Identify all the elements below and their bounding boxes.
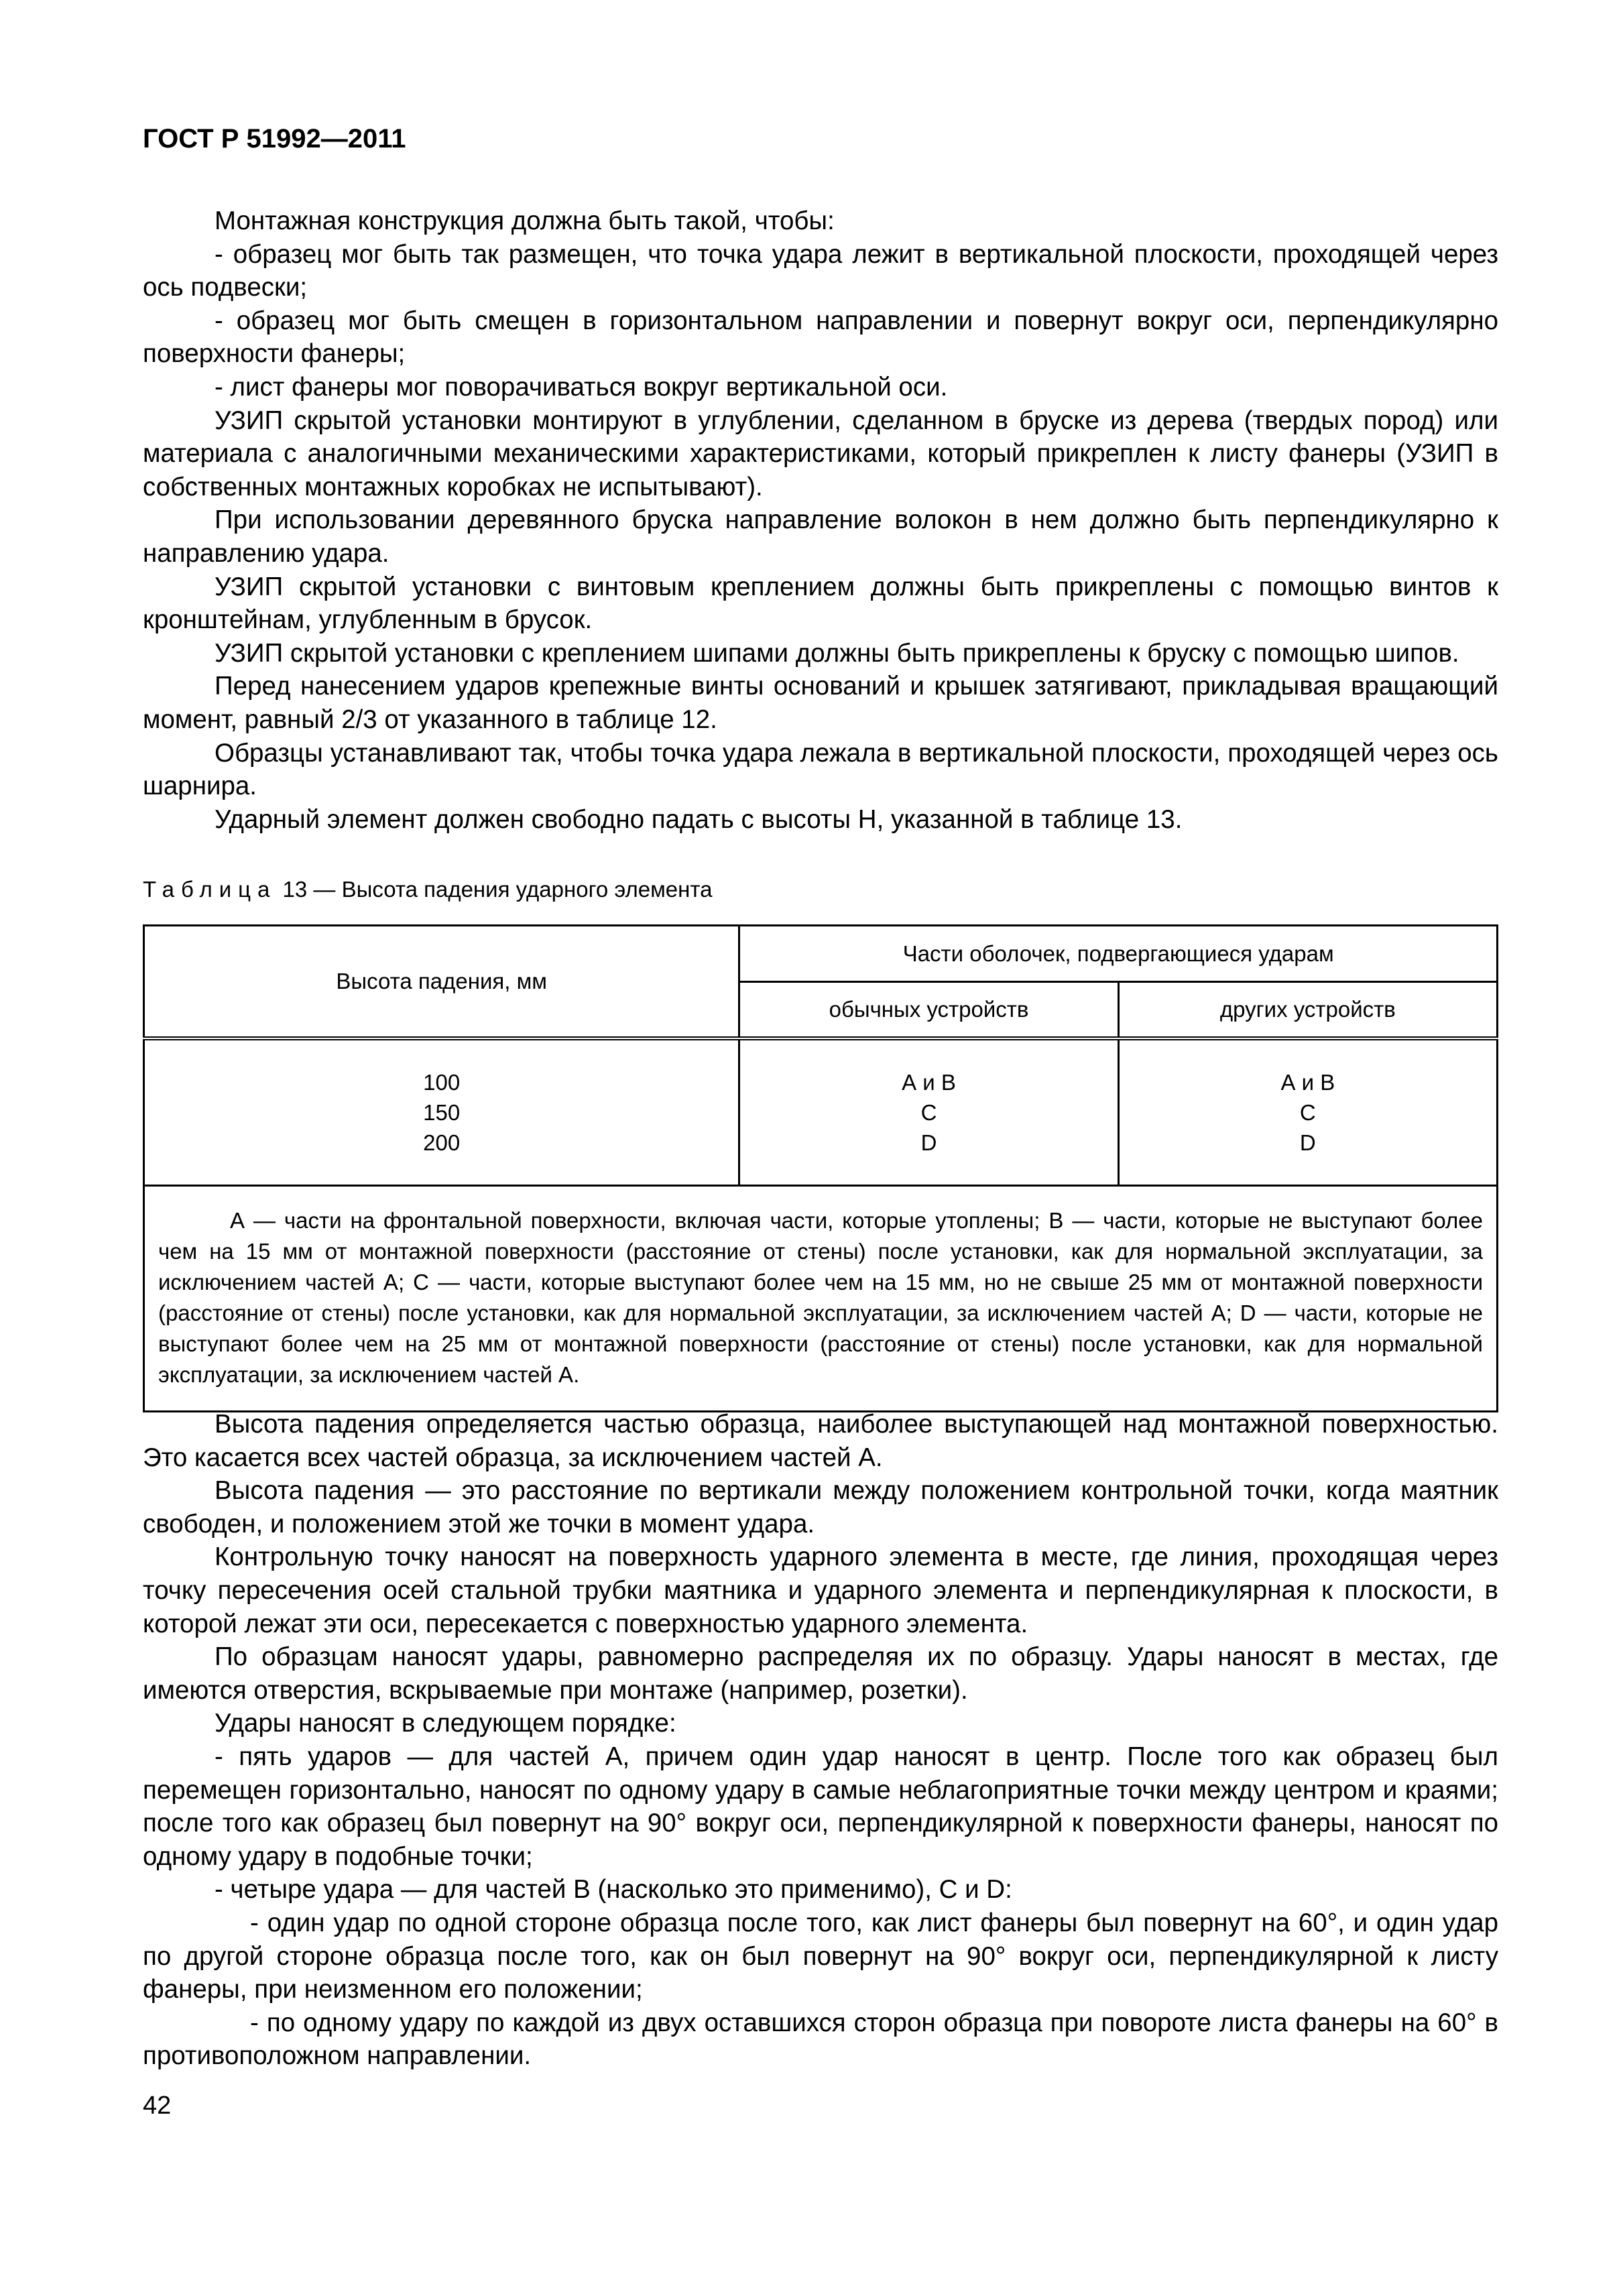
paragraph: УЗИП скрытой установки с винтовым креплением должны быть прикреплены с помощью винтов к кронштейнам, углубленным в брусок. (143, 572, 1498, 635)
header-ordinary-devices: обычных устройств (739, 982, 1118, 1038)
cell-heights: 100 150 200 (144, 1038, 739, 1186)
paragraph: Высота падения определяется частью образца, наиболее выступающей над монтажной поверхностью. Это касается всех частей образца, за исключением частей А. (143, 1410, 1498, 1472)
caption-prefix: Таблица (143, 877, 277, 902)
cell-ordinary: А и В C D (739, 1038, 1118, 1186)
document-header: ГОСТ Р 51992—2011 (143, 124, 406, 154)
caption-text: 13 — Высота падения ударного элемента (276, 877, 713, 902)
paragraph: УЗИП скрытой установки монтируют в углублении, сделанном в бруске из дерева (твердых пород) или материала с аналогичными механическими характеристиками, который прикреплен к листу фанеры (УЗИП в собственных монтажных коробках не испытывают). (143, 406, 1498, 501)
paragraph: - образец мог быть смещен в горизонтальном направлении и повернут вокруг оси, перпендикулярно поверхности фанеры; (143, 306, 1498, 369)
paragraph: - один удар по одной стороне образца после того, как лист фанеры был повернут на 60°, и один удар по другой стороне образца после того, как он был повернут на 90° вокруг оси, перпендикулярной к листу фанеры, при неизменном его положении; (143, 1908, 1498, 2004)
paragraph: УЗИП скрытой установки с креплением шипами должны быть прикреплены к бруску с помощью шипов. (215, 638, 1459, 668)
paragraph: Образцы устанавливают так, чтобы точка удара лежала в вертикальной плоскости, проходящей через ось шарнира. (143, 738, 1498, 801)
paragraph: Высота падения — это расстояние по вертикали между положением контрольной точки, когда маятник свободен, и положением этой же точки в момент удара. (143, 1476, 1498, 1538)
paragraph: - по одному удару по каждой из двух оставшихся сторон образца при повороте листа фанеры на 60° в противоположном направлении. (143, 2008, 1498, 2071)
table-note: А — части на фронтальной поверхности, включая части, которые утоплены; В — части, которые не выступают более чем на 15 мм от монтажной поверхности (расстояние от стены) после установки, как для нормальной эксплуатации, за исключением частей А; С — части, которые выступают более чем на 15 мм, но не свыше 25 мм от монтажной поверхности (расстояние от стены) после установки, как для нормальной эксплуатации, за исключением частей А; D — части, которые не выступают более чем на 25 мм от монтажной поверхности (расстояние от стены) после установки, как для нормальной эксплуатации, за исключением частей А. (144, 1186, 1498, 1412)
cell-other: А и В C D (1118, 1038, 1497, 1186)
paragraph: Перед нанесением ударов крепежные винты оснований и крышек затягивают, прикладывая вращающий момент, равный 2/3 от указанного в таблице 12. (143, 672, 1498, 734)
paragraph: По образцам наносят удары, равномерно распределяя их по образцу. Удары наносят в местах, где имеются отверстия, вскрываемые при монтаже (например, розетки). (143, 1642, 1498, 1705)
text-block-bottom (143, 1408, 1498, 2073)
text-block-top (143, 204, 1498, 836)
page-number: 42 (143, 2092, 172, 2120)
paragraph: - четыре удара — для частей В (насколько это применимо), С и D: (215, 1875, 1012, 1905)
paragraph: Ударный элемент должен свободно падать с высоты H, указанной в таблице 13. (215, 804, 1183, 834)
table-caption (143, 877, 712, 902)
paragraph: При использовании деревянного бруска направление волокон в нем должно быть перпендикулярно к направлению удара. (143, 505, 1498, 568)
paragraph: - пять ударов — для частей А, причем один удар наносят в центр. После того как образец был перемещен горизонтально, наносят по одному удару в самые неблагоприятные точки между центром и краями; после того как образец был повернут на 90° вокруг оси, перпендикулярной к поверхности фанеры, наносят по одному удару в подобные точки; (143, 1742, 1498, 1871)
header-parts-group: Части оболочек, подвергающиеся ударам (739, 926, 1498, 982)
header-other-devices: других устройств (1118, 982, 1497, 1038)
paragraph: - лист фанеры мог поворачиваться вокруг вертикальной оси. (215, 372, 948, 402)
paragraph: - образец мог быть так размещен, что точка удара лежит в вертикальной плоскости, проходящей через ось подвески; (143, 239, 1498, 302)
drop-height-table (143, 924, 1498, 1412)
paragraph: Монтажная конструкция должна быть такой, чтобы: (215, 206, 835, 235)
paragraph: Удары наносят в следующем порядке: (215, 1709, 676, 1738)
paragraph: Контрольную точку наносят на поверхность ударного элемента в месте, где линия, проходящая через точку пересечения осей стальной трубки маятника и ударного элемента и перпендикулярная к плоскости, в которой лежат эти оси, пересекается с поверхностью ударного элемента. (143, 1543, 1498, 1638)
header-drop-height: Высота падения, мм (144, 926, 739, 1038)
